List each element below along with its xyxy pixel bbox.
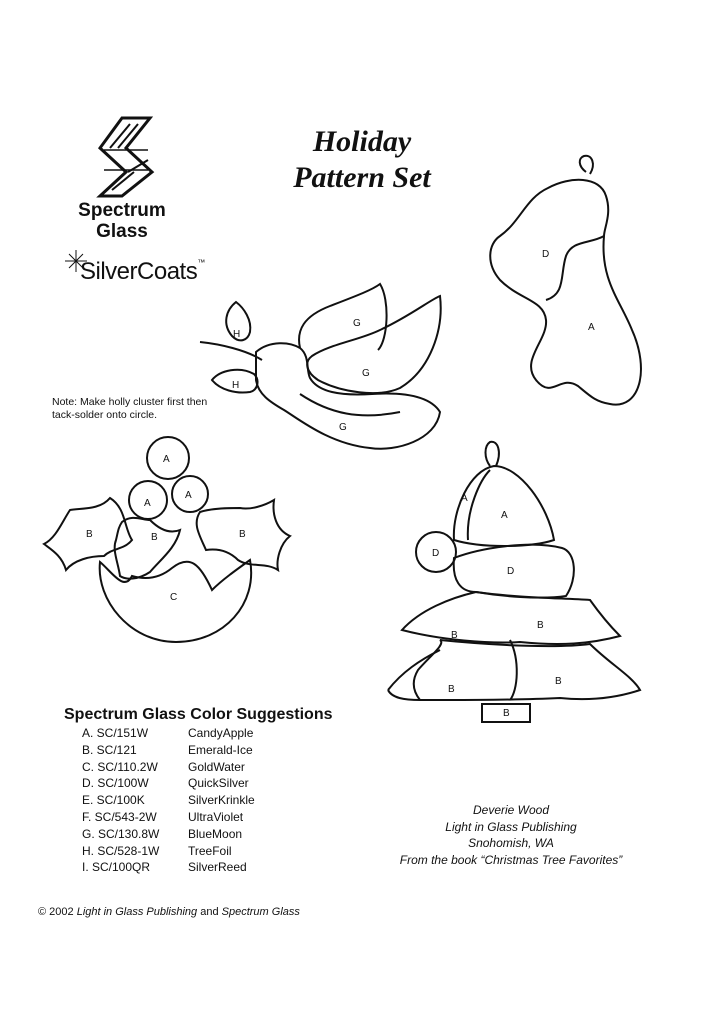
color-row (82, 843, 255, 860)
color-row (82, 859, 255, 876)
brand-name-line2: Glass (96, 221, 148, 242)
ornament-pattern (44, 437, 290, 642)
label-tree-a2: A (501, 510, 508, 521)
color-code: B. SC/121 (82, 742, 137, 757)
color-name: CandyApple (188, 726, 254, 740)
tree-pattern (388, 442, 640, 722)
label-dove-h2: H (232, 380, 240, 391)
copyright-line (38, 906, 300, 918)
color-code: H. SC/528-1W (82, 843, 160, 858)
silvercoats-text: SilverCoats (80, 258, 198, 285)
label-ornament-c: C (170, 592, 178, 603)
color-code: C. SC/110.2W (82, 759, 158, 774)
color-suggestions-list (82, 725, 255, 876)
assembly-note: Note: Make holly cluster first then tack-solder onto circle. (52, 396, 208, 421)
color-name: GoldWater (188, 759, 245, 774)
label-dove-g1: G (353, 318, 361, 329)
label-tree-b4: B (555, 676, 562, 687)
color-name: SilverKrinkle (188, 793, 255, 808)
copyright-publisher: Light in Glass Publishing (76, 906, 198, 918)
color-name: TreeFoil (188, 843, 232, 858)
silvercoats-logo (66, 258, 205, 286)
color-row (82, 775, 255, 792)
credit-publisher: Light in Glass Publishing (445, 819, 577, 834)
color-name: SilverReed (188, 860, 247, 875)
color-row (82, 809, 255, 826)
color-row (82, 792, 255, 809)
label-tree-b5: B (503, 708, 510, 719)
color-row (82, 826, 255, 843)
credit-author: Deverie Wood (472, 803, 550, 817)
label-tree-a1: A (461, 493, 468, 504)
color-code: I. SC/100QR (82, 860, 151, 875)
copyright-prefix: © 2002 (38, 906, 77, 918)
label-stocking-d: D (542, 249, 550, 260)
author-credits (380, 802, 642, 868)
label-ornament-a2: A (144, 498, 151, 509)
label-tree-b1: B (451, 630, 458, 641)
title-line1: Holiday (312, 125, 412, 158)
spectrum-logo-icon (100, 118, 152, 196)
color-name: UltraViolet (188, 809, 244, 824)
piece-labels (86, 249, 595, 719)
dove-pattern (200, 284, 441, 449)
stocking-pattern (490, 156, 641, 405)
label-ornament-b3: B (239, 529, 246, 540)
color-name: QuickSilver (188, 776, 249, 791)
page-title (262, 124, 462, 196)
label-stocking-a: A (588, 322, 595, 333)
brand-name (62, 200, 182, 242)
color-code: G. SC/130.8W (82, 826, 160, 841)
color-code: A. SC/151W (82, 726, 149, 740)
label-ornament-a1: A (163, 454, 170, 465)
trademark: ™ (197, 258, 205, 267)
color-code: E. SC/100K (82, 793, 145, 808)
label-dove-g2: G (362, 368, 370, 379)
copyright-and: and (197, 906, 222, 918)
brand-name-line1: Spectrum (78, 200, 166, 221)
label-tree-b3: B (448, 684, 455, 695)
color-row (82, 742, 255, 759)
credit-location: Snohomish, WA (468, 836, 554, 850)
label-ornament-b1: B (86, 529, 93, 540)
color-code: D. SC/100W (82, 776, 149, 791)
title-line2: Pattern Set (293, 161, 431, 194)
label-ornament-a3: A (185, 490, 192, 501)
credit-book: From the book “Christmas Tree Favorites” (399, 852, 623, 867)
color-row (82, 725, 255, 742)
color-name: Emerald-Ice (188, 742, 253, 757)
label-tree-b2: B (537, 620, 544, 631)
color-suggestions-title: Spectrum Glass Color Suggestions (64, 706, 333, 723)
color-row (82, 759, 255, 776)
color-code: F. SC/543-2W (82, 809, 157, 824)
copyright-brand: Spectrum Glass (221, 906, 300, 918)
label-ornament-b2: B (151, 532, 158, 543)
color-name: BlueMoon (188, 826, 243, 841)
label-dove-g3: G (339, 422, 347, 433)
label-tree-d2: D (507, 566, 515, 577)
label-tree-d1: D (432, 548, 440, 559)
label-dove-h1: H (233, 329, 241, 340)
